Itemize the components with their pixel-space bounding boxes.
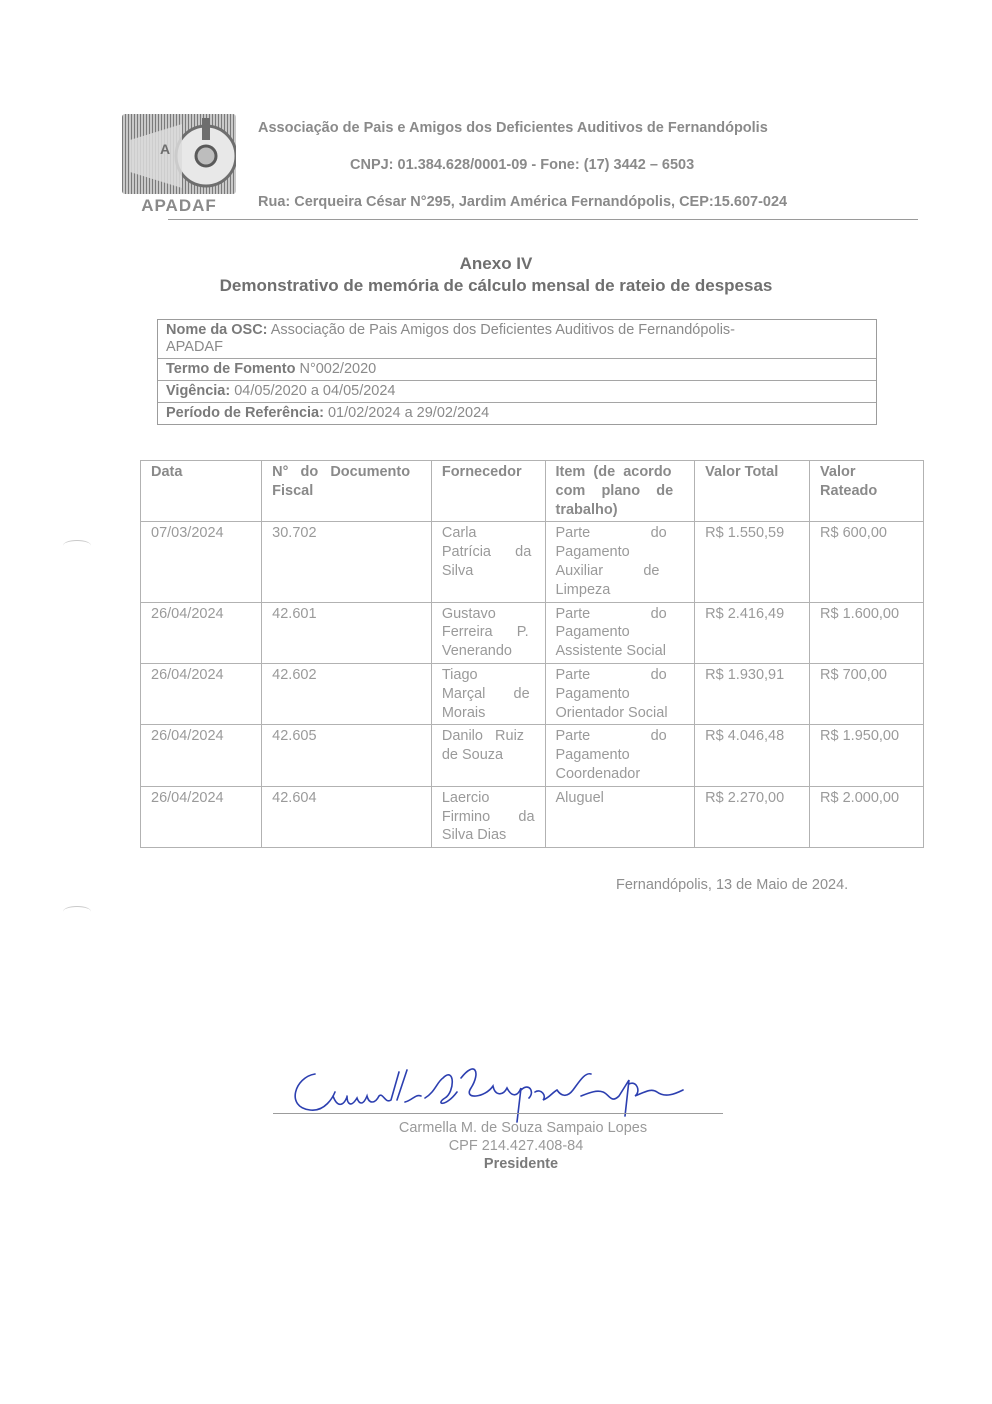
cell-valor-total: R$ 1.550,59 <box>695 522 810 602</box>
cell-documento: 42.601 <box>262 602 432 663</box>
annex-title: Anexo IV <box>459 254 533 273</box>
cell-valor-total: R$ 2.270,00 <box>695 786 810 847</box>
signatory-role: Presidente <box>483 1156 559 1172</box>
signature-line <box>273 1113 723 1114</box>
header-documento-fiscal: N° do Documento Fiscal <box>262 461 432 522</box>
cell-item: Parte do Pagamento Assistente Social <box>545 602 695 663</box>
place-date: Fernandópolis, 13 de Maio de 2024. <box>616 877 849 893</box>
header-valor-rateado: Valor Rateado <box>810 461 924 522</box>
cell-data: 07/03/2024 <box>141 522 262 602</box>
termo-row <box>158 359 876 381</box>
signatory-name: Carmella M. de Souza Sampaio Lopes <box>398 1120 648 1136</box>
header-data: Data <box>141 461 262 522</box>
osc-name-row <box>158 320 876 359</box>
osc-value-line2: APADAF <box>166 339 223 355</box>
cell-item: Parte do Pagamento Auxiliar de Limpeza <box>545 522 695 602</box>
cell-fornecedor: Gustavo Ferreira P. Venerando <box>431 602 545 663</box>
cell-fornecedor: Carla Patrícia da Silva <box>431 522 545 602</box>
address: Rua: Cerqueira César N°295, Jardim América Fernandópolis, CEP:15.607-024 <box>258 194 788 210</box>
header-fornecedor: Fornecedor <box>431 461 545 522</box>
osc-label: Nome da OSC: <box>166 322 268 338</box>
cell-fornecedor: Tiago Marçal de Morais <box>431 663 545 724</box>
org-name: Associação de Pais e Amigos dos Deficientes Auditivos de Fernandópolis <box>258 120 768 136</box>
header-divider <box>168 219 918 220</box>
termo-value: N°002/2020 <box>299 361 377 377</box>
table-header-row <box>141 461 924 522</box>
cell-valor-total: R$ 2.416,49 <box>695 602 810 663</box>
cnpj-phone: CNPJ: 01.384.628/0001-09 - Fone: (17) 3442 – 6503 <box>350 157 695 173</box>
cell-data: 26/04/2024 <box>141 602 262 663</box>
cell-fornecedor: Danilo Ruiz de Souza <box>431 725 545 786</box>
vigencia-row <box>158 381 876 403</box>
cell-documento: 42.605 <box>262 725 432 786</box>
cell-documento: 42.602 <box>262 663 432 724</box>
osc-value-line1: Associação de Pais Amigos dos Deficientes Auditivos de Fernandópolis- <box>270 322 736 338</box>
termo-label: Termo de Fomento <box>166 361 296 377</box>
expenses-table <box>140 460 924 848</box>
table-row <box>141 602 924 663</box>
osc-info-box <box>157 319 877 425</box>
scan-mark <box>63 906 91 917</box>
cell-valor-rateado: R$ 1.950,00 <box>810 725 924 786</box>
logo-text: APADAF <box>141 196 217 215</box>
cell-documento: 42.604 <box>262 786 432 847</box>
periodo-label: Período de Referência: <box>166 405 324 421</box>
cell-documento: 30.702 <box>262 522 432 602</box>
logo-ear-icon <box>122 114 236 194</box>
cell-item: Parte do Pagamento Coordenador <box>545 725 695 786</box>
scan-mark <box>63 540 91 551</box>
cell-data: 26/04/2024 <box>141 786 262 847</box>
cell-valor-total: R$ 4.046,48 <box>695 725 810 786</box>
table-row <box>141 522 924 602</box>
document-title: Demonstrativo de memória de cálculo mensal de rateio de despesas <box>219 276 773 295</box>
cell-valor-rateado: R$ 700,00 <box>810 663 924 724</box>
vigencia-label: Vigência: <box>166 383 231 399</box>
logo-emblem <box>122 114 236 194</box>
cell-valor-rateado: R$ 1.600,00 <box>810 602 924 663</box>
table-row <box>141 725 924 786</box>
header-valor-total: Valor Total <box>695 461 810 522</box>
cell-valor-total: R$ 1.930,91 <box>695 663 810 724</box>
cell-item: Aluguel <box>545 786 695 847</box>
header-item: Item (de acordo com plano de trabalho) <box>545 461 695 522</box>
apadaf-logo <box>122 114 236 214</box>
signatory-cpf: CPF 214.427.408-84 <box>448 1138 584 1154</box>
cell-item: Parte do Pagamento Orientador Social <box>545 663 695 724</box>
periodo-row <box>158 403 876 424</box>
cell-fornecedor: Laercio Firmino da Silva Dias <box>431 786 545 847</box>
periodo-value: 01/02/2024 a 29/02/2024 <box>327 405 490 421</box>
cell-data: 26/04/2024 <box>141 663 262 724</box>
cell-valor-rateado: R$ 2.000,00 <box>810 786 924 847</box>
vigencia-value: 04/05/2020 a 04/05/2024 <box>234 383 396 399</box>
cell-valor-rateado: R$ 600,00 <box>810 522 924 602</box>
svg-text:A: A <box>160 141 171 157</box>
table-row <box>141 786 924 847</box>
table-row <box>141 663 924 724</box>
cell-data: 26/04/2024 <box>141 725 262 786</box>
